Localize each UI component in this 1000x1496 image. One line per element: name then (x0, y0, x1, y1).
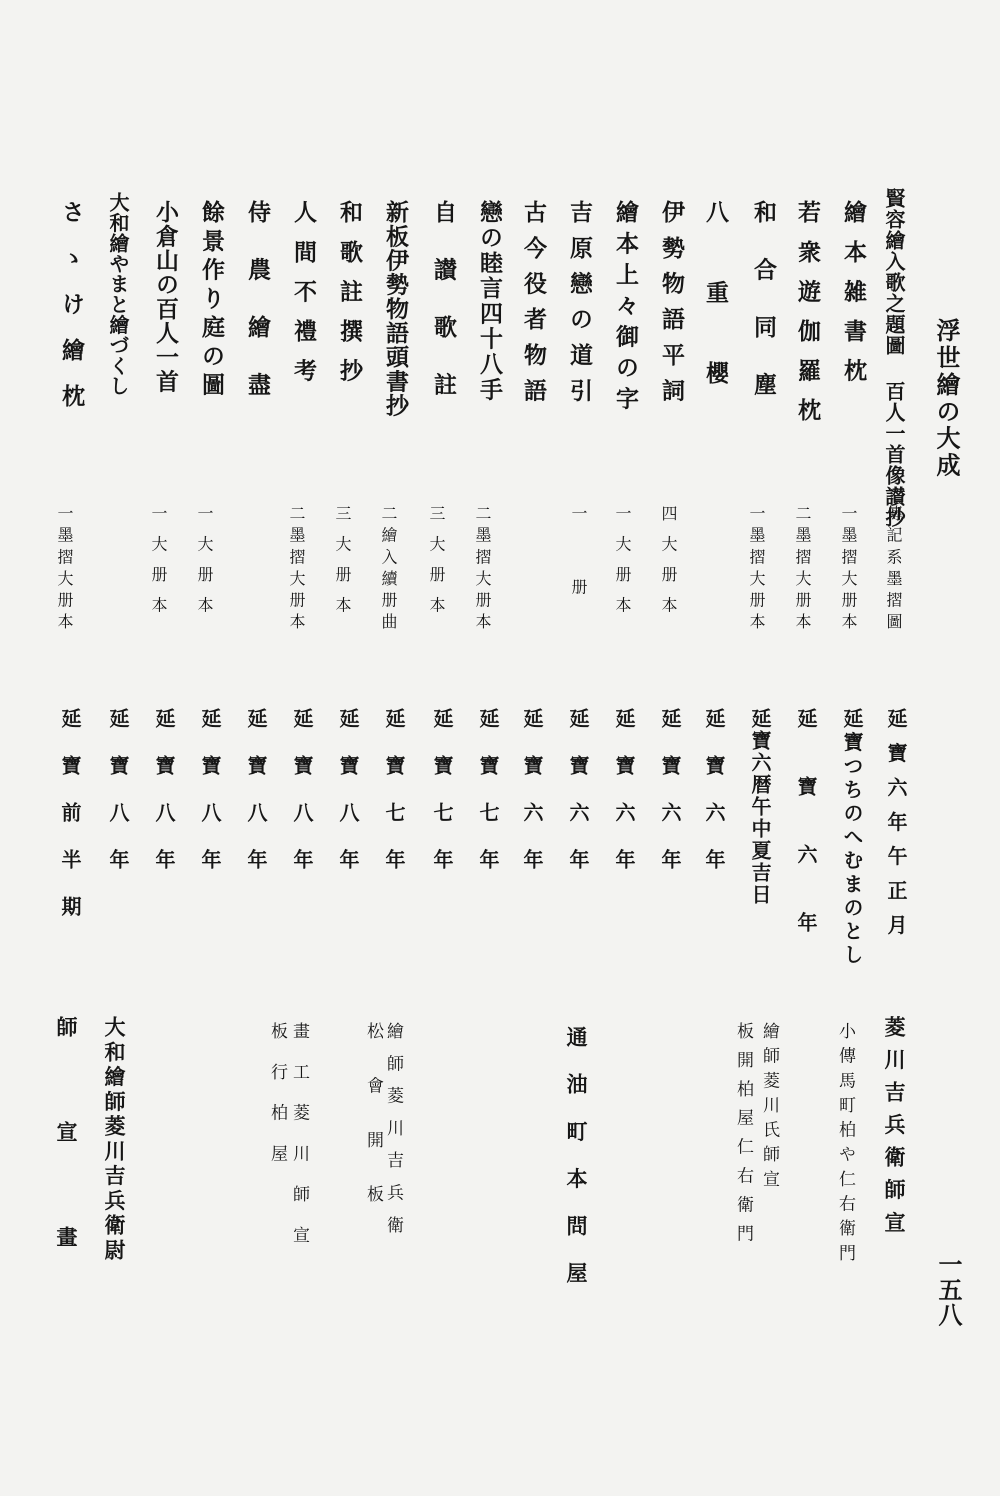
entry-date: 延寶六年 (658, 708, 682, 896)
entry-publisher-b: 板開柏屋仁右衛門 (733, 1022, 753, 1254)
entry-date: 延寶つちのへむまのとし (840, 708, 864, 968)
entry-publisher-b: 小傳馬町柏や仁右衛門 (835, 1022, 855, 1269)
entry-title: 自讃歌註 (430, 200, 457, 430)
entry-date: 延寶六年 (794, 708, 818, 980)
running-head: 浮世繪の大成 (932, 318, 961, 480)
entry-format: 一墨摺大册本 (747, 505, 766, 635)
entry-date: 延寶六年 (702, 708, 726, 896)
entry-format: 二墨摺大册本 (473, 505, 492, 635)
entry-date: 延寶六年 (520, 708, 544, 896)
entry-title: さゝけ繪枕 (58, 200, 85, 430)
entry-format: 二墨摺大册本 (793, 505, 812, 635)
entry-publisher: 繪師菱川吉兵衛 (383, 1022, 403, 1249)
entry-format: 一册 (569, 505, 588, 653)
entry-title: 和歌註撰抄 (336, 200, 363, 398)
entry-title: 和合同塵 (750, 200, 777, 430)
entry-title: 大和繪やまと繪づくし (106, 192, 130, 396)
entry-date: 延寶六年 (612, 708, 636, 896)
entry-publisher-b: 松會開板 (363, 1022, 383, 1240)
entry-format: 四大册本 (659, 505, 678, 627)
entry-title: 古今役者物語 (520, 200, 547, 414)
entry-publisher: 通油町本問屋 (564, 1026, 589, 1310)
entry-publisher: 師宣畫 (54, 1016, 79, 1331)
entry-format: 一大册本 (195, 505, 214, 627)
entry-date: 延寶六暦午中夏吉日 (748, 708, 772, 906)
entry-format: 二繪入續册曲 (379, 505, 398, 635)
entry-title: 八重櫻 (702, 200, 729, 442)
entry-title: 繪本上々御の字 (612, 200, 639, 418)
entry-format: 一大册本 (613, 505, 632, 627)
entry-title: 新板伊勢物語頭書抄 (382, 200, 409, 418)
page-number: 一五八 (934, 1252, 963, 1328)
entry-date: 延寶八年 (106, 708, 130, 896)
entry-date: 延寶八年 (152, 708, 176, 896)
entry-title: 侍農繪盡 (244, 200, 271, 430)
entry-date: 延寶八年 (336, 708, 360, 896)
entry-format: 傳記系墨摺圖 (884, 505, 903, 635)
entry-date: 延寶六年午正月 (884, 708, 908, 949)
entry-date: 延寶六年 (566, 708, 590, 896)
entry-format: 三大册本 (427, 505, 446, 627)
entry-title: 戀の睦言四十八手 (476, 200, 503, 403)
entry-date: 延寶八年 (198, 708, 222, 896)
entry-date: 延寶七年 (476, 708, 500, 896)
entry-date: 延寶七年 (382, 708, 406, 896)
entry-title: 賢容繪入歌之題圖 百人一首像讃抄 (882, 188, 906, 528)
entry-format: 一墨摺大册本 (55, 505, 74, 635)
entry-publisher: 大和繪師菱川吉兵衛尉 (102, 1016, 127, 1264)
entry-publisher: 繪師菱川氏師宣 (759, 1022, 779, 1195)
entry-title: 吉原戀の道引 (566, 200, 593, 414)
entry-date: 延寶七年 (430, 708, 454, 896)
entry-date: 延寶前半期 (58, 708, 82, 943)
entry-format: 一大册本 (149, 505, 168, 627)
entry-format: 一墨摺大册本 (839, 505, 858, 635)
entry-title: 若衆遊伽羅枕 (794, 200, 821, 438)
entry-format: 三大册本 (333, 505, 352, 627)
entry-title: 小倉山の百人一首 (152, 200, 179, 394)
entry-publisher: 畫工菱川師宣 (289, 1022, 309, 1267)
entry-date: 延寶八年 (244, 708, 268, 896)
entry-title: 伊勢物語平詞 (658, 200, 685, 414)
entry-title: 繪本雑書枕 (840, 200, 867, 398)
entry-title: 餘景作り庭の圖 (198, 200, 225, 402)
entry-title: 人間不禮考 (290, 200, 317, 398)
entry-publisher-b: 板行柏屋 (267, 1022, 287, 1186)
entry-date: 延寶八年 (290, 708, 314, 896)
entry-publisher: 菱川吉兵衛師宣 (882, 1016, 907, 1244)
entry-format: 二墨摺大册本 (287, 505, 306, 635)
